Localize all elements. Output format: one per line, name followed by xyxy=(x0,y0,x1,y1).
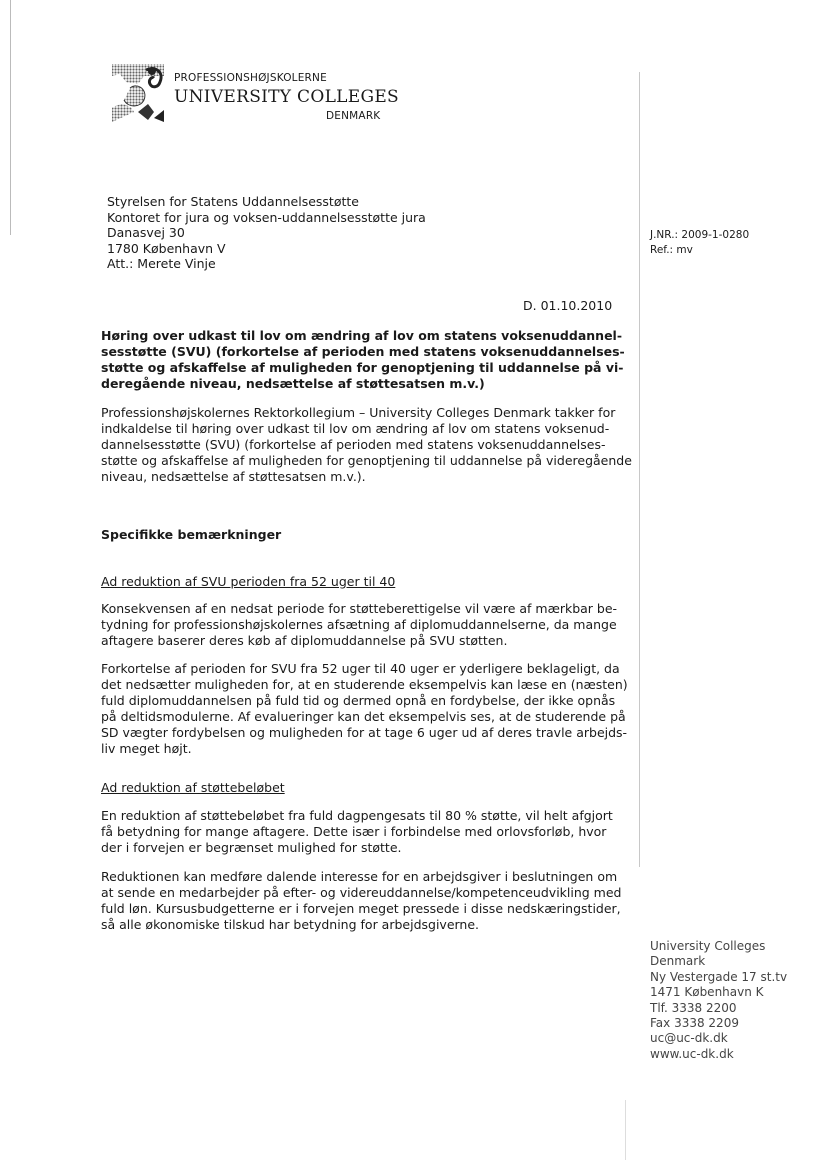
title-line: Høring over udkast til lov om ændring af lov om statens voksenuddannel- xyxy=(101,328,623,343)
letter-date: D. 01.10.2010 xyxy=(523,298,613,313)
intro-paragraph xyxy=(101,405,632,485)
section-heading: Specifikke bemærkninger xyxy=(101,527,282,542)
footer-line: www.uc-dk.dk xyxy=(650,1046,734,1061)
paragraph-4 xyxy=(101,869,621,933)
text-line: dannelsesstøtte (SVU) (forkortelse af perioden med statens voksenuddannelses- xyxy=(101,437,606,452)
scan-edge-line xyxy=(10,0,11,235)
recipient-address xyxy=(107,194,426,272)
text-line: fuld løn. Kursusbudgetterne er i forvejen meget pressede i disse nedskæringstider, xyxy=(101,901,621,916)
text-line: Konsekvensen af en nedsat periode for støtteberettigelse vil være af mærkbar be- xyxy=(101,601,618,616)
text-line: niveau, nedsættelse af støttesatsen m.v.). xyxy=(101,469,366,484)
contact-footer xyxy=(650,939,787,1062)
footer-line: Fax 3338 2209 xyxy=(650,1016,739,1031)
margin-divider xyxy=(639,72,640,867)
margin-divider-lower xyxy=(625,1100,626,1160)
title-line: sesstøtte (SVU) (forkortelse af perioden med statens voksenuddannelses- xyxy=(101,344,625,359)
address-line: Att.: Merete Vinje xyxy=(107,256,216,271)
footer-line: 1471 København K xyxy=(650,985,764,1000)
reference-block xyxy=(650,228,749,258)
title-line: støtte og afskaffelse af muligheden for genoptjening til uddannelse på vi- xyxy=(101,360,624,375)
subheading-svu-period: Ad reduktion af SVU perioden fra 52 uger til 40 xyxy=(101,574,396,589)
paragraph-2 xyxy=(101,661,628,757)
text-line: liv meget højt. xyxy=(101,741,192,756)
text-line: på deltidsmodulerne. Af evalueringer kan det eksempelvis ses, at de studerende på xyxy=(101,709,626,724)
footer-line: University Colleges xyxy=(650,939,766,953)
text-line: fuld diplomuddannelsen på fuld tid og dermed opnå en fordybelse, der ikke opnås xyxy=(101,693,616,708)
address-line: 1780 København V xyxy=(107,240,226,256)
letterhead-line3: DENMARK xyxy=(326,110,381,122)
text-line: det nedsætter muligheden for, at en studerende eksempelvis kan læse en (næsten) xyxy=(101,677,628,692)
address-line: Kontoret for jura og voksen-uddannelsesstøtte jura xyxy=(107,209,426,225)
text-line: tydning for professionshøjskolernes afsætning af diplomuddannelserne, da mange xyxy=(101,617,617,632)
subheading-support-amount: Ad reduktion af støttebeløbet xyxy=(101,780,285,795)
footer-line: Denmark xyxy=(650,954,706,969)
text-line: der i forvejen er begrænset mulighed for støtte. xyxy=(101,840,402,855)
footer-line: Ny Vestergade 17 st.tv xyxy=(650,969,788,984)
address-line: Styrelsen for Statens Uddannelsesstøtte xyxy=(107,194,359,209)
text-line: få betydning for mange aftagere. Dette især i forbindelse med orlovsforløb, hvor xyxy=(101,824,607,839)
text-line: indkaldelse til høring over udkast til lov om ændring af lov om statens voksenud- xyxy=(101,421,610,436)
logo-icon xyxy=(108,62,166,124)
footer-line: uc@uc-dk.dk xyxy=(650,1031,728,1046)
journal-number: J.NR.: 2009-1-0280 xyxy=(650,229,750,241)
text-line: støtte og afskaffelse af muligheden for genoptjening til uddannelse på videregående xyxy=(101,453,632,468)
title-line: deregående niveau, nedsættelse af støttesatsen m.v.) xyxy=(101,376,485,391)
text-line: aftagere baserer deres køb af diplomuddannelse på SVU støtten. xyxy=(101,633,508,648)
address-line: Danasvej 30 xyxy=(107,225,185,240)
text-line: En reduktion af støttebeløbet fra fuld dagpengesats til 80 % støtte, vil helt afgjort xyxy=(101,808,613,823)
letterhead-line2: UNIVERSITY COLLEGES xyxy=(174,87,399,107)
text-line: SD vægter fordybelsen og muligheden for at tage 6 uger ud af deres travle arbejds- xyxy=(101,725,628,740)
paragraph-1 xyxy=(101,601,621,649)
letterhead-line1: PROFESSIONSHØJSKOLERNE xyxy=(174,72,327,84)
text-line: Reduktionen kan medføre dalende interesse for en arbejdsgiver i beslutningen om xyxy=(101,869,618,884)
footer-line: Tlf. 3338 2200 xyxy=(650,1000,737,1015)
text-line: Professionshøjskolernes Rektorkollegium – University Colleges Denmark takker for xyxy=(101,405,616,420)
letter-title xyxy=(101,328,625,392)
paragraph-3 xyxy=(101,808,621,856)
text-line: så alle økonomiske tilskud har betydning for arbejdsgiverne. xyxy=(101,917,480,932)
text-line: Forkortelse af perioden for SVU fra 52 uger til 40 uger er yderligere beklageligt, da xyxy=(101,661,620,676)
reference-initials: Ref.: mv xyxy=(650,244,693,256)
text-line: at sende en medarbejder på efter- og videreuddannelse/kompetenceudvikling med xyxy=(101,885,622,900)
